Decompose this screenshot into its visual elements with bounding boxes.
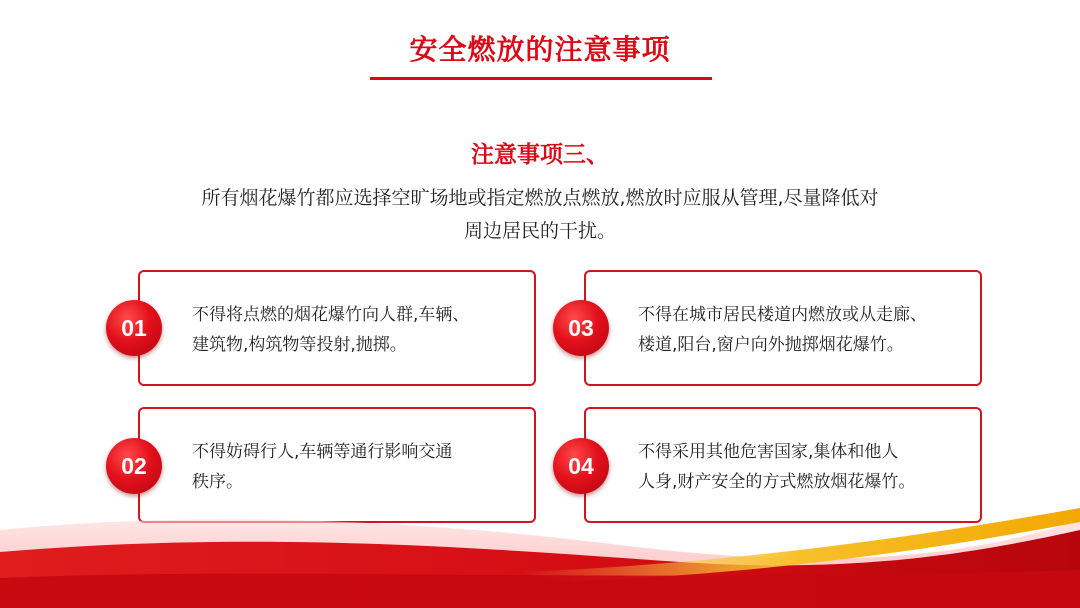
notice-line-2: 楼道,阳台,窗户向外抛掷烟花爆竹。 <box>638 335 904 355</box>
intro-line-2: 周边居民的干扰。 <box>463 220 616 242</box>
notice-line-1: 不得妨碍行人,车辆等通行影响交通 <box>192 442 453 462</box>
notice-line-2: 秩序。 <box>192 472 243 492</box>
notice-text <box>192 437 510 497</box>
notice-card-03 <box>584 270 982 386</box>
page-title: 安全燃放的注意事项 <box>409 33 671 66</box>
notice-text <box>638 300 956 360</box>
notice-line-1: 不得将点燃的烟花爆竹向人群,车辆、 <box>192 305 470 325</box>
decorative-wave <box>0 500 1080 608</box>
notice-line-1: 不得在城市居民楼道内燃放或从走廊、 <box>638 305 927 325</box>
notice-card-01 <box>138 270 536 386</box>
notice-line-1: 不得采用其他危害国家,集体和他人 <box>638 442 899 462</box>
number-badge-01: 01 <box>106 300 162 356</box>
notice-line-2: 建筑物,构筑物等投射,抛掷。 <box>192 335 407 355</box>
intro-line-1: 所有烟花爆竹都应选择空旷场地或指定燃放点燃放,燃放时应服从管理,尽量降低对 <box>201 187 879 209</box>
notice-text <box>638 437 956 497</box>
number-badge-04: 04 <box>553 438 609 494</box>
notice-line-2: 人身,财产安全的方式燃放烟花爆竹。 <box>638 472 916 492</box>
number-badge-03: 03 <box>553 300 609 356</box>
section-subtitle: 注意事项三、 <box>471 142 609 168</box>
title-underline <box>370 77 712 80</box>
number-badge-02: 02 <box>106 438 162 494</box>
intro-paragraph <box>120 182 960 248</box>
notice-text <box>192 300 510 360</box>
